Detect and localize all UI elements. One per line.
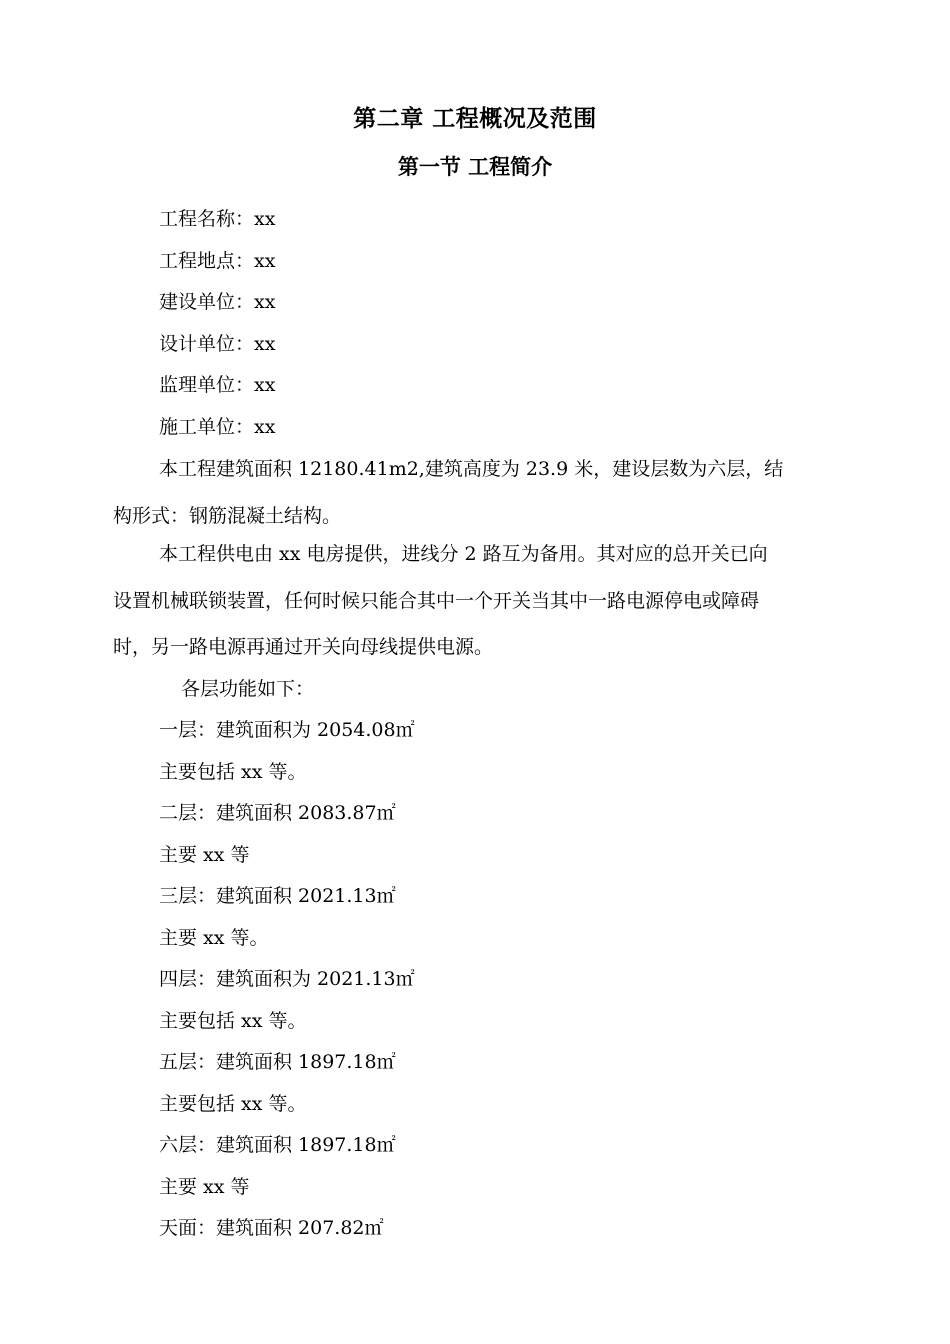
floor-line: 三层：建筑面积 2021.13㎡ (159, 885, 396, 907)
paragraph-power-line-1: 本工程供电由 xx 电房提供，进线分 2 路互为备用。其对应的总开关已向 (159, 543, 768, 565)
floor-line: 天面：建筑面积 207.82㎡ (159, 1217, 384, 1239)
floor-line: 主要 xx 等。 (159, 927, 269, 949)
floor-line: 四层：建筑面积为 2021.13㎡ (159, 968, 415, 990)
section-title: 第一节 工程简介 (397, 155, 553, 179)
paragraph-power-line-3: 时，另一路电源再通过开关向母线提供电源。 (113, 636, 494, 658)
paragraph-power-line-2: 设置机械联锁装置，任何时候只能合其中一个开关当其中一路电源停电或障碍 (113, 590, 760, 612)
info-contractor: 施工单位：xx (159, 416, 276, 438)
floor-line: 一层：建筑面积为 2054.08㎡ (159, 719, 415, 741)
info-owner: 建设单位：xx (159, 291, 276, 313)
paragraph-building-line-2: 构形式：钢筋混凝土结构。 (113, 505, 342, 527)
info-designer: 设计单位：xx (159, 333, 276, 355)
floor-line: 主要包括 xx 等。 (159, 1010, 307, 1032)
info-supervisor: 监理单位：xx (159, 374, 276, 396)
info-project-name: 工程名称：xx (159, 208, 276, 230)
chapter-title: 第二章 工程概况及范围 (353, 106, 597, 132)
floor-line: 主要包括 xx 等。 (159, 761, 307, 783)
info-project-location: 工程地点：xx (159, 250, 276, 272)
floor-line: 主要 xx 等 (159, 844, 250, 866)
paragraph-building-line-1: 本工程建筑面积 12180.41m2,建筑高度为 23.9 米，建设层数为六层，结 (159, 458, 784, 480)
floor-line: 主要包括 xx 等。 (159, 1093, 307, 1115)
floor-line: 五层：建筑面积 1897.18㎡ (159, 1051, 396, 1073)
floor-line: 二层：建筑面积 2083.87㎡ (159, 802, 396, 824)
floor-line: 主要 xx 等 (159, 1176, 250, 1198)
floor-line: 六层：建筑面积 1897.18㎡ (159, 1134, 396, 1156)
floors-heading: 各层功能如下： (181, 678, 315, 700)
